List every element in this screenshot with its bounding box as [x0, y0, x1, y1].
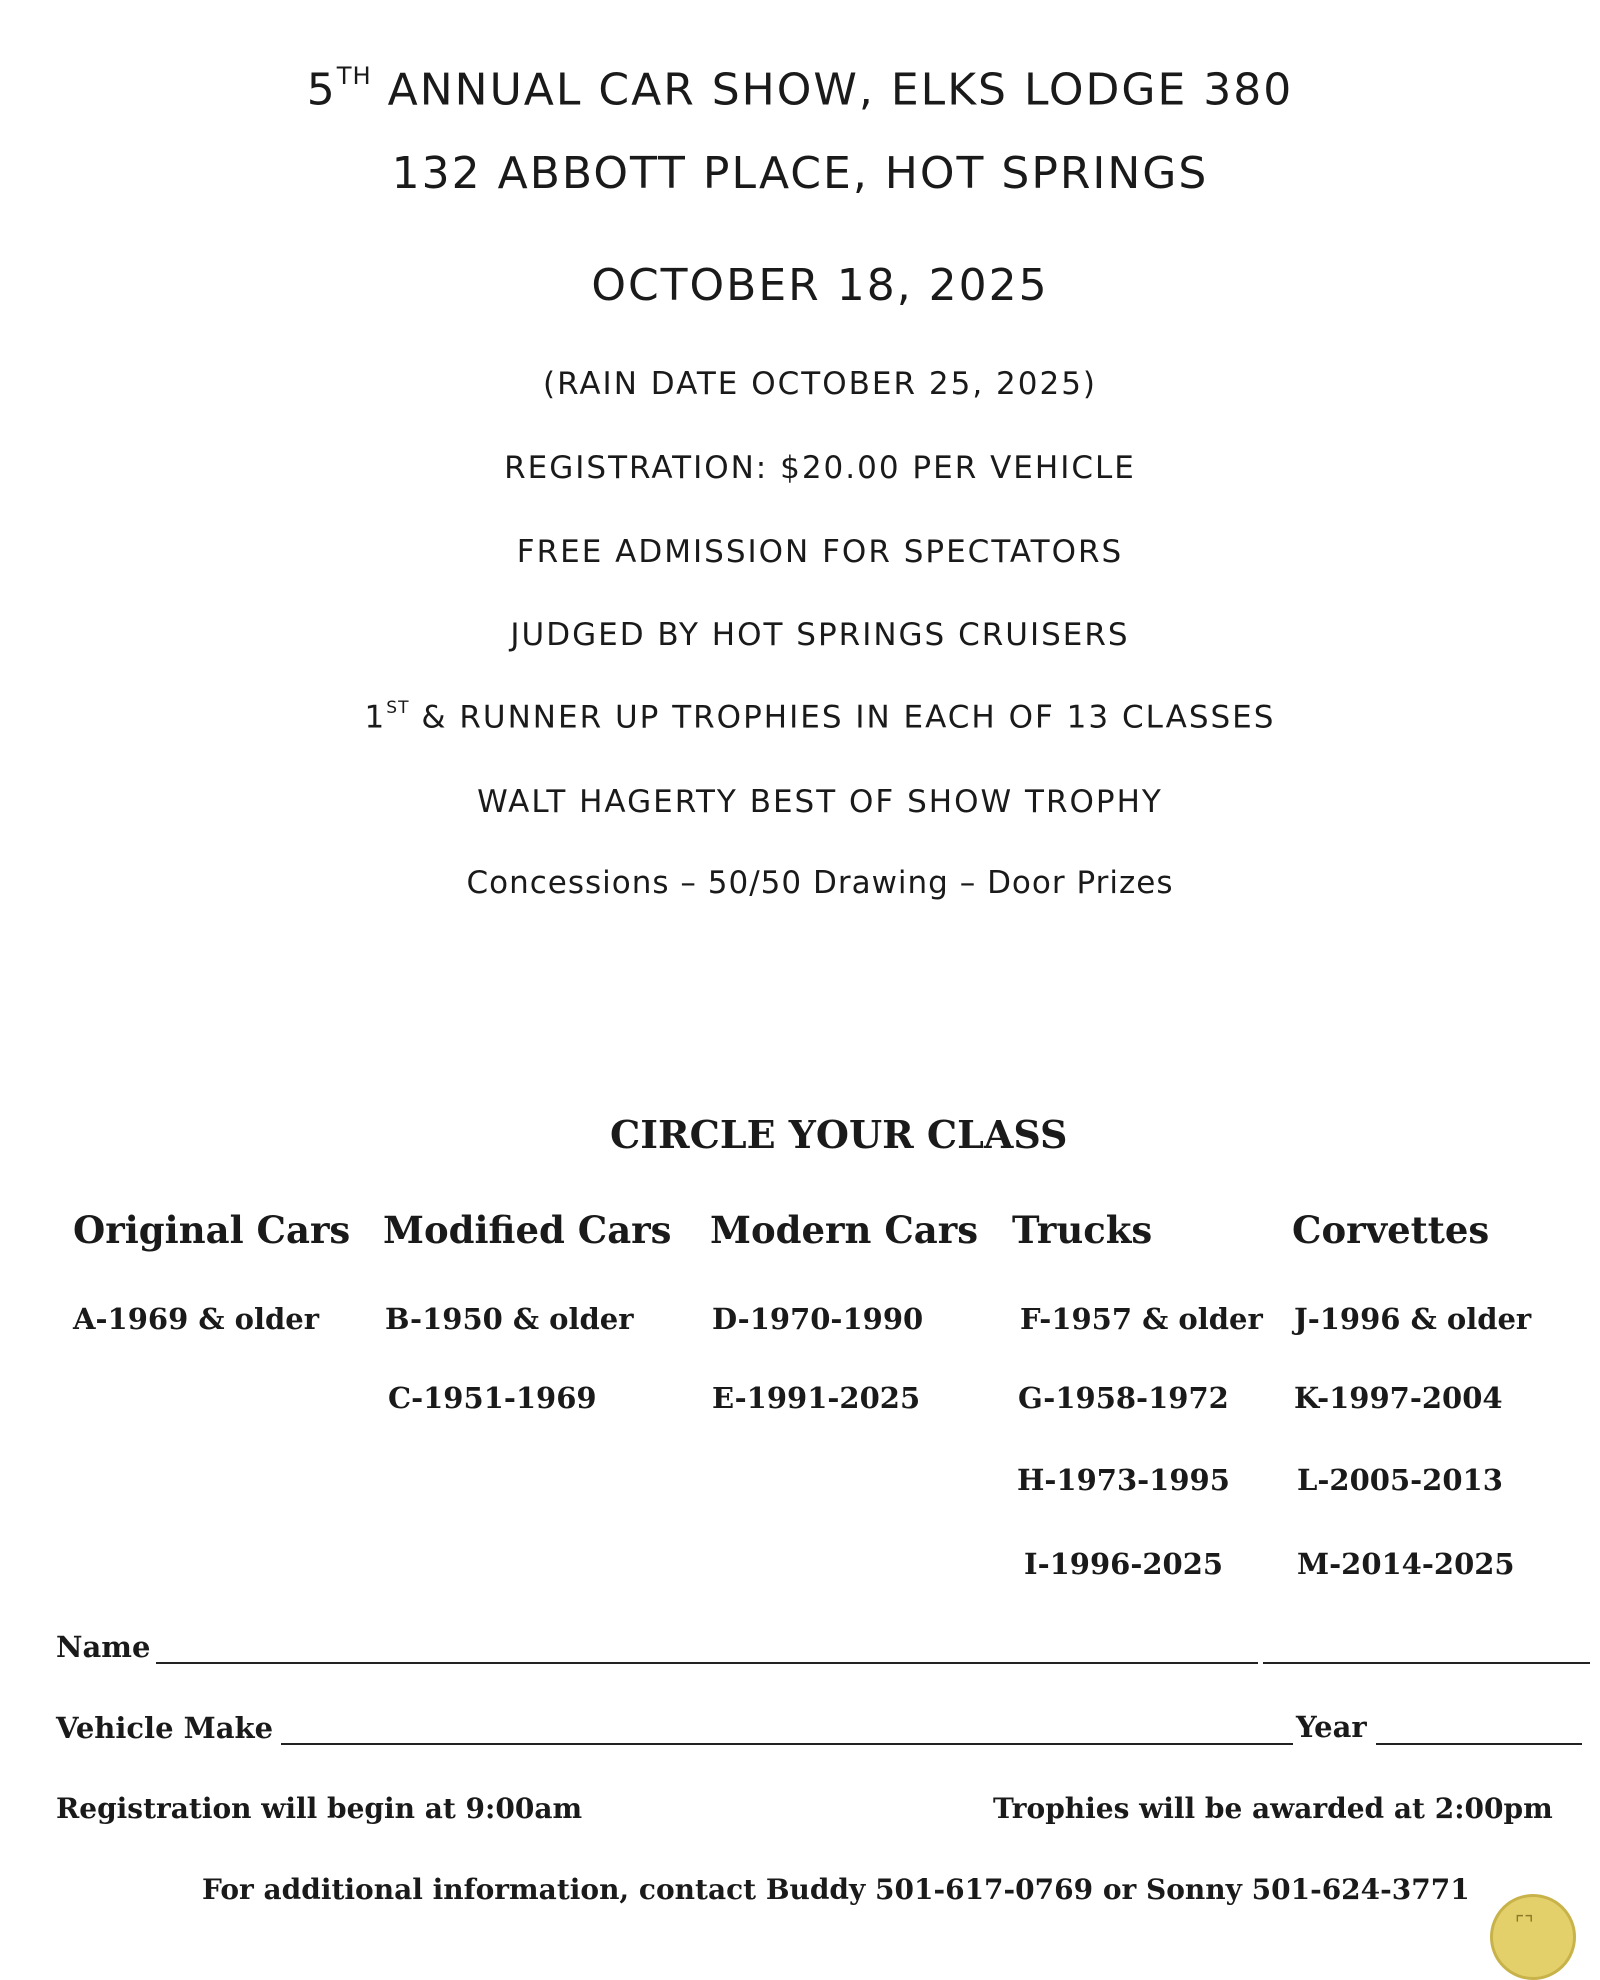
title-number: 5 [306, 64, 337, 116]
trophies-info [20, 698, 1600, 735]
registration-fee: REGISTRATION: $20.00 PER VEHICLE [504, 450, 1136, 486]
extras: Concessions – 50/50 Drawing – Door Prizes [466, 865, 1174, 901]
trophies-text: & RUNNER UP TROPHIES IN EACH OF 13 CLASSES [409, 699, 1276, 736]
class-option[interactable]: C-1951-1969 [388, 1381, 597, 1415]
vehicle-make-label: Vehicle Make [56, 1711, 274, 1745]
title-ordinal: TH [336, 62, 372, 90]
class-option[interactable]: D-1970-1990 [712, 1302, 924, 1336]
class-option[interactable]: I-1996-2025 [1024, 1547, 1224, 1581]
class-option[interactable]: F-1957 & older [1020, 1302, 1263, 1336]
vehicle-make-field[interactable] [281, 1743, 1293, 1745]
corner-bracket-icon: ⌜⌝ [1515, 1911, 1534, 1935]
rain-date: (RAIN DATE OCTOBER 25, 2025) [542, 366, 1098, 402]
trophies-number: 1 [364, 699, 387, 736]
class-option[interactable]: H-1973-1995 [1017, 1463, 1230, 1497]
scan-badge-icon [1490, 1894, 1576, 1980]
free-admission: FREE ADMISSION FOR SPECTATORS [516, 534, 1124, 570]
class-option[interactable]: B-1950 & older [385, 1302, 634, 1336]
year-field[interactable] [1376, 1743, 1582, 1745]
class-option[interactable]: J-1996 & older [1294, 1302, 1532, 1336]
class-option[interactable]: L-2005-2013 [1297, 1463, 1503, 1497]
name-field-extension[interactable] [1263, 1662, 1590, 1664]
column-title: Modified Cars [383, 1208, 672, 1252]
event-date: OCTOBER 18, 2025 [591, 260, 1049, 311]
trophies-ordinal: ST [386, 698, 410, 718]
class-option[interactable]: E-1991-2025 [712, 1381, 921, 1415]
event-address: 132 ABBOTT PLACE, HOT SPRINGS [391, 148, 1209, 199]
name-field[interactable] [156, 1662, 1258, 1664]
column-title: Corvettes [1292, 1208, 1490, 1252]
contact-info: For additional information, contact Buddy 501-617-0769 or Sonny 501-624-3771 [202, 1873, 1470, 1906]
title-text: ANNUAL CAR SHOW, ELKS LODGE 380 [371, 64, 1294, 116]
column-title: Original Cars [73, 1208, 351, 1252]
event-title [0, 62, 1600, 116]
class-option[interactable]: A-1969 & older [73, 1302, 319, 1336]
year-label: Year [1296, 1710, 1367, 1744]
name-label: Name [56, 1630, 151, 1664]
column-title: Trucks [1012, 1208, 1153, 1252]
best-of-show: WALT HAGERTY BEST OF SHOW TROPHY [477, 784, 1163, 820]
class-option[interactable]: G-1958-1972 [1018, 1381, 1229, 1415]
class-heading: CIRCLE YOUR CLASS [610, 1112, 1068, 1157]
trophies-time: Trophies will be awarded at 2:00pm [993, 1792, 1553, 1825]
class-option[interactable]: M-2014-2025 [1297, 1547, 1515, 1581]
registration-time: Registration will begin at 9:00am [56, 1792, 583, 1825]
column-title: Modern Cars [710, 1208, 979, 1252]
class-option[interactable]: K-1997-2004 [1294, 1381, 1503, 1415]
judged-by: JUDGED BY HOT SPRINGS CRUISERS [510, 617, 1130, 653]
